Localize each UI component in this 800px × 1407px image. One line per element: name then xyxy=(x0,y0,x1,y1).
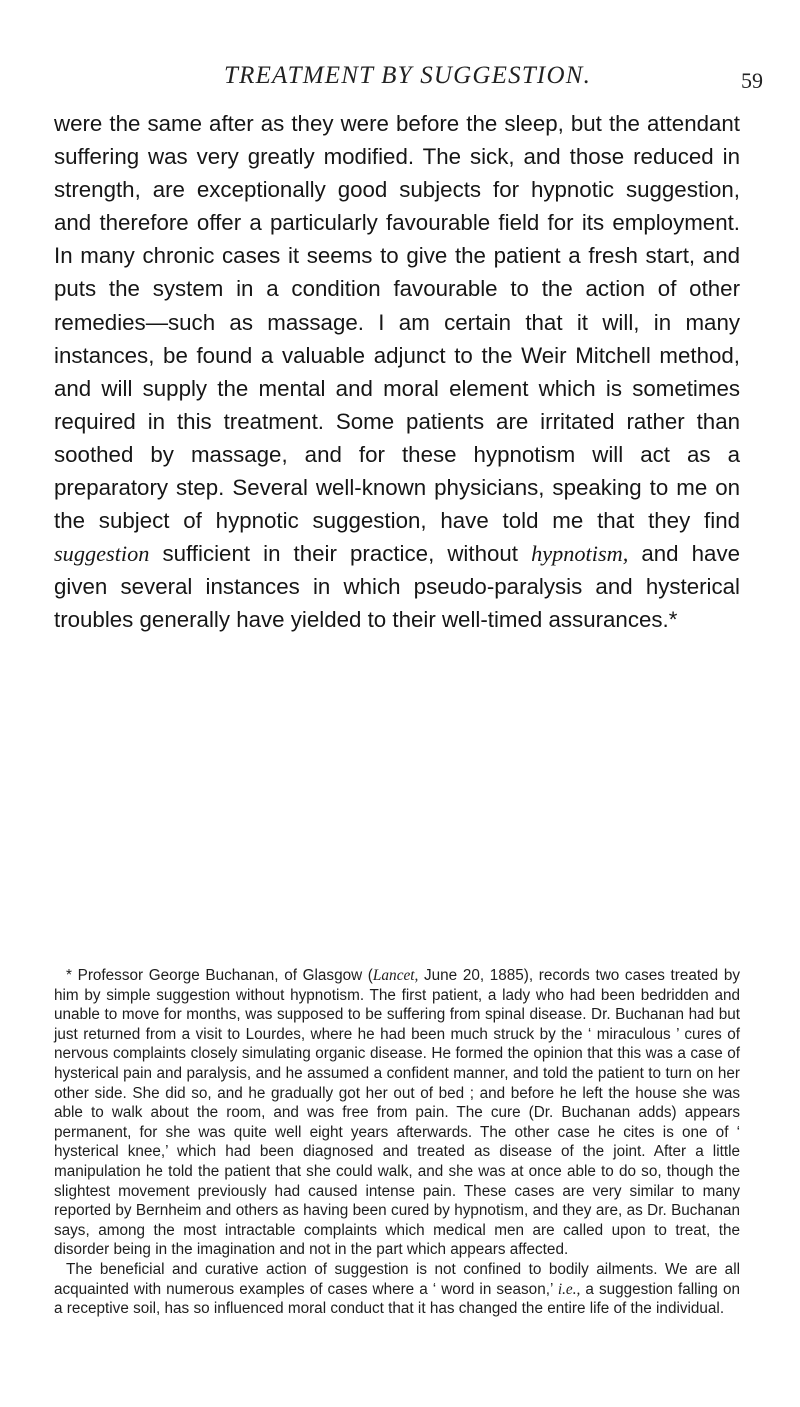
footnote-paragraph xyxy=(54,966,740,1260)
running-head xyxy=(0,62,800,92)
body-text-run: were the same after as they were before the sleep, but the attendant suffering was very greatly modified. The sick, and those reduced in strength, are exceptionally good subjects for hypnotic suggestion, and therefore offer a particularly favourable field for its employment. In many chronic cases it seems to give the patient a fresh start, and puts the system in a condition favourable to the action of other remedies—such as massage. I am certain that it will, in many instances, be found a valuable adjunct to the Weir Mitchell method, and will supply the mental and moral element which is sometimes required in this treatment. Some patients are irritated rather than soothed by massage, and for these hypnotism will act as a preparatory step. Several well-known physicians, speaking to me on the subject of hypnotic suggestion, have told me that they find xyxy=(54,111,740,534)
footnote-text-run: a suggestion falling on a receptive soil, has so influenced moral conduct that it has changed the entire life of the individual. xyxy=(54,1280,740,1318)
body-paragraph xyxy=(54,107,740,637)
running-title: TREATMENT BY SUGGESTION. xyxy=(224,62,592,89)
main-text xyxy=(54,107,740,637)
footnote-block xyxy=(54,966,740,1319)
italic-lancet: Lancet, xyxy=(372,967,419,984)
footnote-text-run: June 20, 1885), records two cases treated by him by simple suggestion without hypnotism. The first patient, a lady who had been bedridden and unable to move for months, was supposed to be suffering from spinal disease. Dr. Buchanan had but just returned from a visit to Lourdes, where he had been much struck by the ‘ miraculous ’ cures of nervous complaints closely simulating organic disease. He formed the opinion that this was a case of hysterical pain and paralysis, and he assumed a confident manner, and told the patient to turn on her other side. She did so, and he gradually got her out of bed ; and before he left the house she was able to walk about the room, and was free from pain. The cure (Dr. Buchanan adds) appears permanent, for she was quite well eight years afterwards. The other case he cites is one of ‘ hysterical knee,’ which had been diagnosed and treated as disease of the joint. After a little manipulation he told the patient that she could walk, and she was at once able to do so, though the slightest movement previously had caused intense pain. These cases are very similar to many reported by Bernheim and others as having been cured by hypnotism, and they are, as Dr. Buchanan says, among the most intractable complaints which medical men are called upon to treat, the disorder being in the imagination and not in the part which appears affected. xyxy=(54,967,740,1259)
footnote-text-run: * Professor George Buchanan, of Glasgow ( xyxy=(66,967,373,984)
footnote-text-run: The beneficial and curative action of suggestion is not confined to bodily ailments. We are all acquainted with numerous examples of cases where a ‘ word in season,’ xyxy=(54,1260,740,1298)
italic-suggestion: suggestion xyxy=(54,541,150,567)
body-text-run: sufficient in their practice, without xyxy=(149,541,532,567)
body-text-run: and have given several instances in which pseudo-paralysis and hysterical troubles generally have yielded to their well-timed assurances.* xyxy=(54,541,740,633)
italic-hypnotism: hypnotism, xyxy=(531,541,629,567)
footnote-paragraph xyxy=(54,1260,740,1319)
page-number: 59 xyxy=(741,68,763,93)
italic-ie: i.e., xyxy=(557,1280,581,1298)
